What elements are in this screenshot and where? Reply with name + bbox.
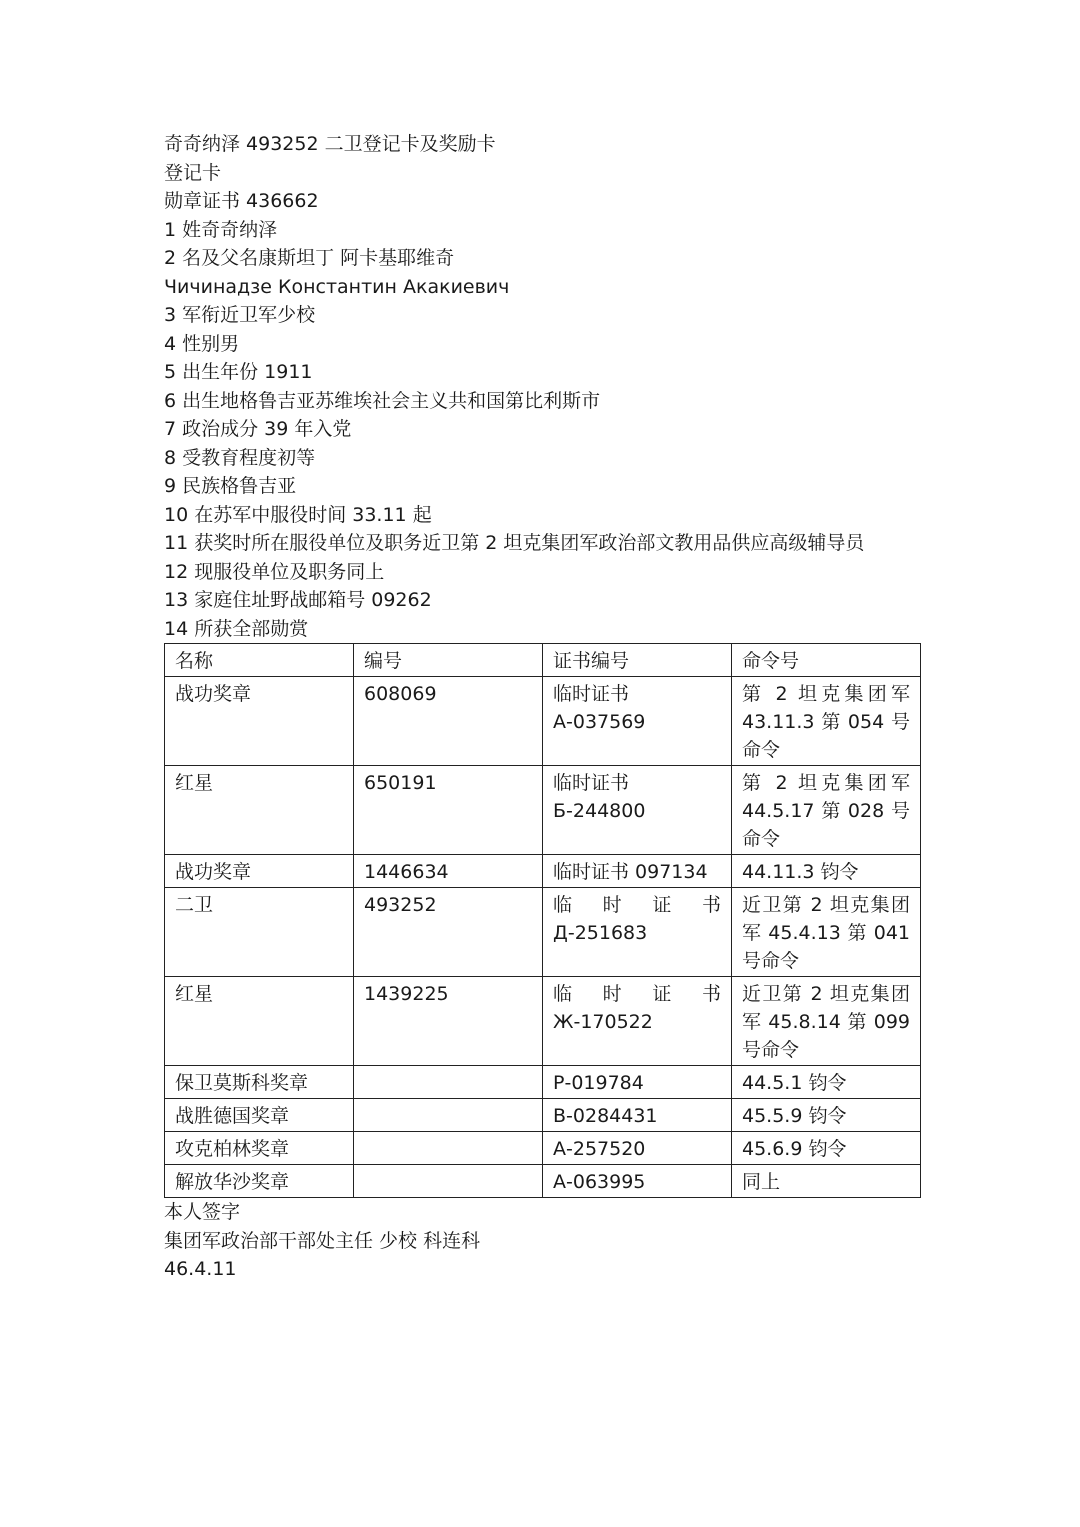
award-name: 红星 bbox=[165, 766, 354, 855]
award-number: 608069 bbox=[354, 677, 543, 766]
field-birthplace: 6 出生地格鲁吉亚苏维埃社会主义共和国第比利斯市 bbox=[164, 389, 601, 412]
award-cert: В-0284431 bbox=[543, 1099, 732, 1132]
table-row bbox=[165, 1165, 921, 1198]
signature-label: 本人签字 bbox=[164, 1201, 241, 1223]
award-order: 第 2 坦克集团军 44.5.17 第 028 号命令 bbox=[732, 766, 921, 855]
field-education: 8 受教育程度初等 bbox=[164, 446, 316, 469]
table-row bbox=[165, 1132, 921, 1165]
award-cert: 临时证书 А-037569 bbox=[543, 677, 732, 766]
award-order: 44.11.3 钧令 bbox=[732, 855, 921, 888]
award-number: 493252 bbox=[354, 888, 543, 977]
award-cert: 临时证书 Д-251683 bbox=[543, 888, 732, 977]
award-name: 战胜德国奖章 bbox=[165, 1099, 354, 1132]
award-order: 同上 bbox=[732, 1165, 921, 1198]
award-name: 解放华沙奖章 bbox=[165, 1165, 354, 1198]
field-name-russian: Чичинадзе Константин Акакиевич bbox=[164, 275, 510, 298]
table-row bbox=[165, 677, 921, 766]
award-cert: Р-019784 bbox=[543, 1066, 732, 1099]
award-number bbox=[354, 1165, 543, 1198]
medal-certificate: 勋章证书 436662 bbox=[164, 190, 319, 212]
award-number: 1446634 bbox=[354, 855, 543, 888]
table-header-row bbox=[165, 644, 921, 677]
field-service-start: 10 在苏军中服役时间 33.11 起 bbox=[164, 503, 432, 526]
award-cert: А-063995 bbox=[543, 1165, 732, 1198]
field-awards-heading: 14 所获全部勋赏 bbox=[164, 617, 309, 640]
award-name: 二卫 bbox=[165, 888, 354, 977]
field-rank: 3 军衔近卫军少校 bbox=[164, 304, 316, 326]
award-number: 1439225 bbox=[354, 977, 543, 1066]
header-cert: 证书编号 bbox=[543, 644, 732, 677]
award-cert: 临时证书 Б-244800 bbox=[543, 766, 732, 855]
awards-table bbox=[164, 643, 921, 1198]
field-nationality: 9 民族格鲁吉亚 bbox=[164, 475, 297, 497]
table-row bbox=[165, 888, 921, 977]
table-row bbox=[165, 977, 921, 1066]
award-name: 攻克柏林奖章 bbox=[165, 1132, 354, 1165]
award-number bbox=[354, 1066, 543, 1099]
award-name: 战功奖章 bbox=[165, 677, 354, 766]
document-page bbox=[164, 130, 920, 1284]
award-number: 650191 bbox=[354, 766, 543, 855]
award-name: 战功奖章 bbox=[165, 855, 354, 888]
award-cert: А-257520 bbox=[543, 1132, 732, 1165]
award-order: 44.5.1 钧令 bbox=[732, 1066, 921, 1099]
field-current-unit: 12 现服役单位及职务同上 bbox=[164, 560, 385, 583]
award-order: 45.5.9 钧令 bbox=[732, 1099, 921, 1132]
table-row bbox=[165, 855, 921, 888]
field-gender: 4 性别男 bbox=[164, 332, 240, 355]
document-date: 46.4.11 bbox=[164, 1258, 237, 1280]
field-address: 13 家庭住址野战邮箱号 09262 bbox=[164, 589, 432, 611]
award-number bbox=[354, 1132, 543, 1165]
award-name: 保卫莫斯科奖章 bbox=[165, 1066, 354, 1099]
field-name-patronymic: 2 名及父名康斯坦丁 阿卡基耶维奇 bbox=[164, 247, 455, 269]
award-order: 近卫第 2 坦克集团军 45.4.13 第 041 号命令 bbox=[732, 888, 921, 977]
award-cert: 临时证书 Ж-170522 bbox=[543, 977, 732, 1066]
field-award-unit: 11 获奖时所在服役单位及职务近卫第 2 坦克集团军政治部文教用品供应高级辅导员 bbox=[164, 532, 865, 554]
award-order: 第 2 坦克集团军 43.11.3 第 054 号命令 bbox=[732, 677, 921, 766]
award-order: 近卫第 2 坦克集团军 45.8.14 第 099 号命令 bbox=[732, 977, 921, 1066]
field-birth-year: 5 出生年份 1911 bbox=[164, 361, 313, 383]
award-cert: 临时证书 097134 bbox=[543, 855, 732, 888]
award-number bbox=[354, 1099, 543, 1132]
award-order: 45.6.9 钧令 bbox=[732, 1132, 921, 1165]
table-row bbox=[165, 1099, 921, 1132]
officer-signature: 集团军政治部干部处主任 少校 科连科 bbox=[164, 1229, 481, 1252]
header-name: 名称 bbox=[165, 644, 354, 677]
header-order: 命令号 bbox=[732, 644, 921, 677]
field-party: 7 政治成分 39 年入党 bbox=[164, 418, 352, 440]
document-title: 奇奇纳泽 493252 二卫登记卡及奖励卡 bbox=[164, 133, 496, 155]
table-row bbox=[165, 766, 921, 855]
award-name: 红星 bbox=[165, 977, 354, 1066]
field-surname: 1 姓奇奇纳泽 bbox=[164, 218, 278, 241]
header-number: 编号 bbox=[354, 644, 543, 677]
document-subtitle: 登记卡 bbox=[164, 161, 222, 184]
table-row bbox=[165, 1066, 921, 1099]
